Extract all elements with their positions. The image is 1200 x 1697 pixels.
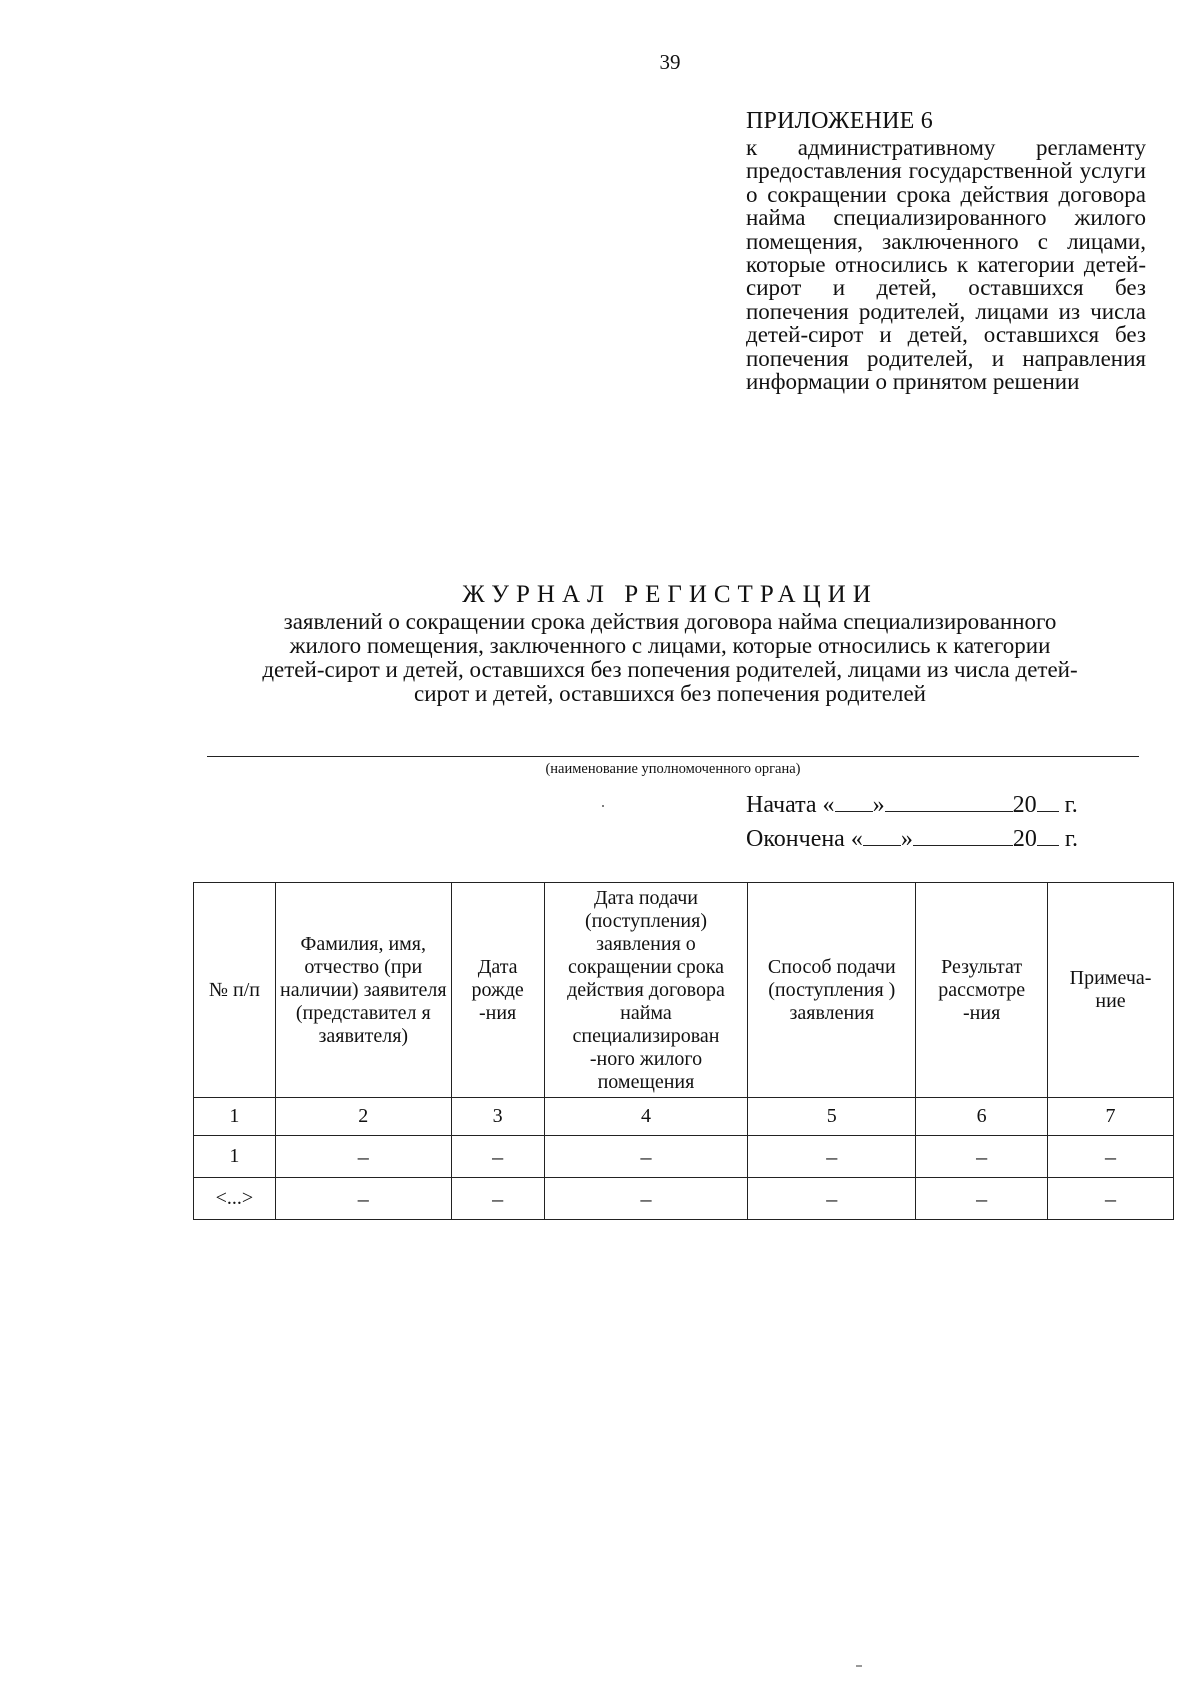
journal-subtitle-line: детей-сирот и детей, оставшихся без попечения родителей, лицами из числа детей-: [262, 657, 1078, 682]
column-number: 7: [1048, 1098, 1174, 1136]
header-birth-date: Дата рожде -ния: [451, 883, 544, 1098]
end-quote-close: »: [900, 826, 913, 852]
journal-subtitle: [190, 610, 1150, 706]
start-date-line: [746, 789, 1078, 820]
table-cell: –: [451, 1178, 544, 1220]
scan-speck: [856, 1665, 862, 1667]
table-cell: –: [451, 1136, 544, 1178]
journal-subtitle-line: сирот и детей, оставшихся без попечения родителей: [414, 681, 926, 706]
appendix-text: к административному регламенту предоставления государственной услуги о сокращении срока действия договора найма специализированного жилого помещения, заключенного с лицами, которые относились к категории детей-сирот и детей, оставшихся без попечения родителей, лицами из числа детей-сирот и детей, оставшихся без попечения родителей, и направления информации о принятом решении: [746, 135, 1146, 395]
column-number: 2: [275, 1098, 451, 1136]
end-year-prefix: 20: [1012, 826, 1037, 852]
table-row: [194, 1136, 1174, 1178]
appendix-block: [746, 106, 1146, 393]
end-month-blank: [913, 823, 1013, 846]
column-number: 4: [544, 1098, 748, 1136]
start-date-label: Начата «: [746, 792, 835, 818]
column-number: 5: [748, 1098, 916, 1136]
end-day-blank: [863, 823, 901, 846]
header-note: Примеча- ние: [1048, 883, 1174, 1098]
table-cell: –: [1048, 1178, 1174, 1220]
end-date-label: Окончена «: [746, 826, 863, 852]
table-cell: –: [916, 1136, 1048, 1178]
start-month-blank: [885, 789, 1013, 812]
end-year-blank: [1037, 823, 1059, 846]
table-cell: <...>: [194, 1178, 276, 1220]
scan-dot: [602, 805, 604, 807]
registration-table: [193, 882, 1174, 1220]
journal-subtitle-line: заявлений о сокращении срока действия договора найма специализированного: [283, 609, 1057, 634]
start-year-prefix: 20: [1012, 792, 1037, 818]
header-result: Результат рассмотре -ния: [916, 883, 1048, 1098]
journal-title: ЖУРНАЛ РЕГИСТРАЦИИ: [462, 581, 878, 608]
end-year-suffix: г.: [1058, 826, 1078, 852]
table-cell: –: [544, 1178, 748, 1220]
org-name-line: [207, 756, 1139, 757]
table-row: [194, 1178, 1174, 1220]
appendix-title: ПРИЛОЖЕНИЕ 6: [746, 108, 933, 134]
column-number: 1: [194, 1098, 276, 1136]
journal-subtitle-line: жилого помещения, заключенного с лицами, которые относились к категории: [289, 633, 1051, 658]
table-cell: –: [544, 1136, 748, 1178]
header-applicant-name: Фамилия, имя, отчество (при наличии) заявителя (представител я заявителя): [275, 883, 451, 1098]
table-header-row: [194, 883, 1174, 1098]
org-name-caption: (наименование уполномоченного органа): [545, 761, 801, 777]
header-submission-date: Дата подачи (поступления) заявления о сокращении срока действия договора найма специализирован -ного жилого помещения: [544, 883, 748, 1098]
end-date-line: [746, 823, 1078, 854]
table-cell: –: [748, 1136, 916, 1178]
start-year-suffix: г.: [1058, 792, 1078, 818]
table-cell: –: [1048, 1136, 1174, 1178]
start-quote-close: »: [872, 792, 885, 818]
start-day-blank: [835, 789, 873, 812]
table-cell: –: [748, 1178, 916, 1220]
table-cell: –: [275, 1136, 451, 1178]
start-year-blank: [1037, 789, 1059, 812]
column-number-row: [194, 1098, 1174, 1136]
table-cell: –: [275, 1178, 451, 1220]
table-cell: 1: [194, 1136, 276, 1178]
column-number: 6: [916, 1098, 1048, 1136]
table-cell: –: [916, 1178, 1048, 1220]
header-submission-method: Способ подачи (поступления ) заявления: [748, 883, 916, 1098]
page-number: 39: [659, 50, 681, 74]
header-number: № п/п: [194, 883, 276, 1098]
column-number: 3: [451, 1098, 544, 1136]
